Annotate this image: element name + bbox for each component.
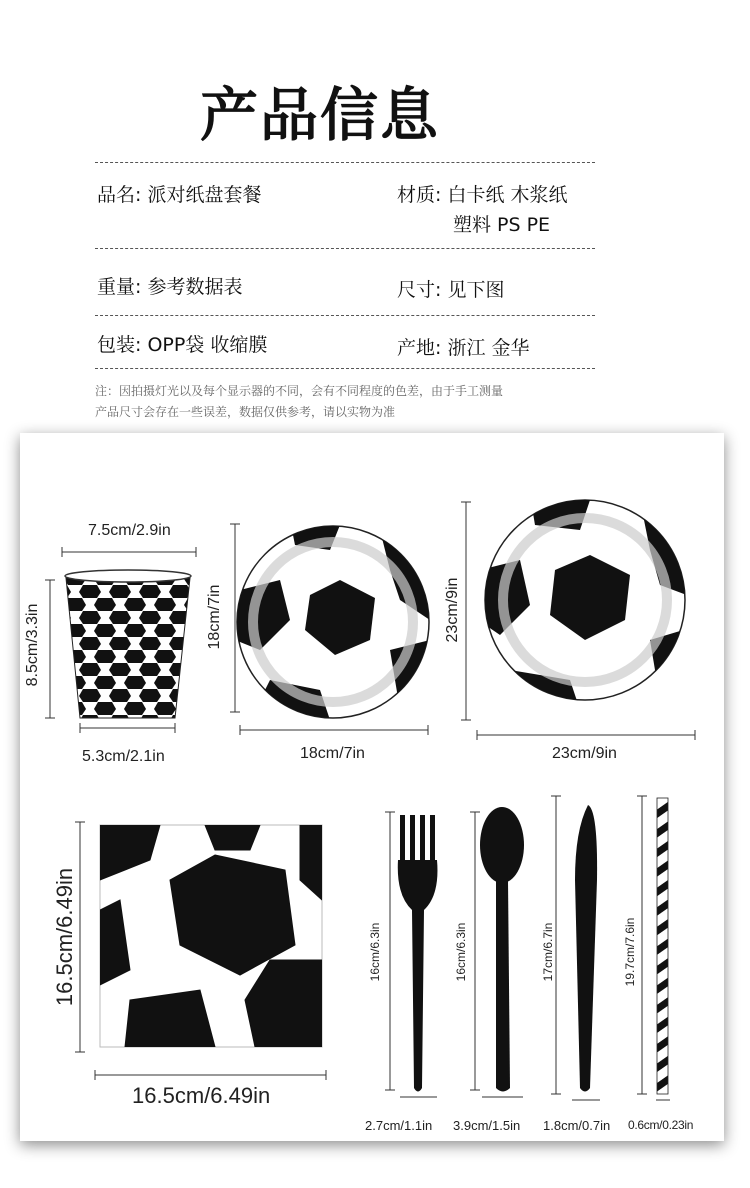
knife-illustration: [575, 805, 597, 1092]
disclaimer-line1: 注：因拍摄灯光以及每个显示器的不同，会有不同程度的色差，由于手工测量: [95, 384, 504, 398]
spoon-length-label: 16cm/6.3in: [454, 922, 468, 982]
material: 材质: 白卡纸 木浆纸: [397, 184, 568, 206]
straw-illustration: [657, 798, 668, 1094]
disclaimer-line2: 产品尺寸会存在一些误差，数据仅供参考，请以实物为准: [95, 405, 396, 419]
spoon-width-label: 3.9cm/1.5in: [453, 1118, 521, 1133]
material-line2: 塑料 PS PE: [453, 214, 551, 236]
knife-width-label: 1.8cm/0.7in: [543, 1118, 611, 1133]
large-plate-width-label: 23cm/9in: [552, 745, 617, 762]
product-name: 品名: 派对纸盘套餐: [97, 184, 262, 206]
packaging: 包装: OPP袋 收缩膜: [97, 334, 268, 356]
straw-length-label: 19.7cm/7.6in: [623, 917, 637, 987]
page-title: 产品信息: [199, 81, 440, 149]
weight: 重量: 参考数据表: [97, 276, 243, 298]
napkin-height-label: 16.5cm/6.49in: [52, 867, 77, 1007]
cup-bottom-label: 5.3cm/2.1in: [82, 748, 165, 765]
napkin-width-label: 16.5cm/6.49in: [132, 1083, 271, 1108]
fork-width-label: 2.7cm/1.1in: [365, 1118, 433, 1133]
straw-width-label: 0.6cm/0.23in: [628, 1118, 694, 1132]
large-plate-height-label: 23cm/9in: [444, 577, 461, 643]
origin: 产地: 浙江 金华: [397, 337, 530, 359]
spoon-illustration: [480, 807, 524, 1092]
small-plate-illustration: [235, 520, 430, 720]
size: 尺寸: 见下图: [397, 279, 505, 301]
large-plate-illustration: [478, 495, 700, 710]
cup-height-label: 8.5cm/3.3in: [24, 603, 41, 687]
cup-top-label: 7.5cm/2.9in: [88, 522, 171, 539]
fork-length-label: 16cm/6.3in: [368, 922, 382, 982]
small-plate-height-label: 18cm/7in: [206, 584, 223, 650]
knife-length-label: 17cm/6.7in: [541, 922, 555, 982]
small-plate-width-label: 18cm/7in: [300, 745, 365, 762]
cup-illustration: [65, 570, 191, 718]
fork-illustration: [398, 815, 438, 1092]
napkin-illustration: [100, 825, 322, 1047]
